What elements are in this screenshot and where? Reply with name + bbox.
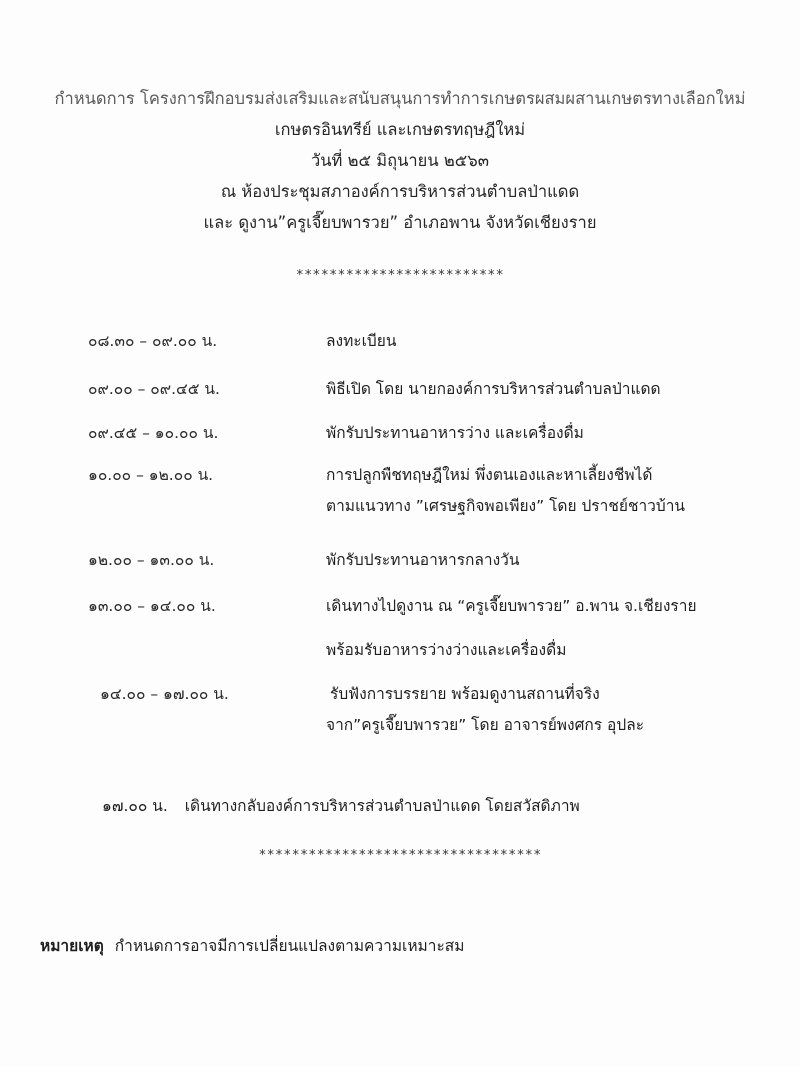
schedule-time: ๐๘.๓๐ – ๐๙.๐๐ น. — [88, 332, 218, 350]
header-venue: ณ ห้องประชุมสภาองค์การบริหารส่วนตำบลป่าแดด — [220, 182, 580, 201]
schedule-desc: พักรับประทานอาหารกลางวัน — [326, 551, 520, 569]
header-site-visit: และ ดูงาน”ครูเจี๊ยบพารวย” อำเภอพาน จังหวัดเชียงราย — [203, 213, 597, 232]
header-title: กำหนดการ โครงการฝึกอบรมส่งเสริมและสนับสนุนการทำการเกษตรผสมผสานเกษตรทางเลือกใหม่ — [54, 89, 746, 108]
closing-text: เดินทางกลับองค์การบริหารส่วนตำบลป่าแดด โดยสวัสดิภาพ — [184, 797, 580, 815]
divider-top: ************************* — [295, 268, 505, 283]
schedule-desc: พิธีเปิด โดย นายกองค์การบริหารส่วนตำบลป่าแดด — [326, 380, 661, 398]
schedule-desc-continued: พร้อมรับอาหารว่างว่างและเครื่องดื่ม — [326, 641, 567, 659]
schedule-desc: เดินทางไปดูงาน ณ “ครูเจี๊ยบพารวย” อ.พาน จ.เชียงราย — [326, 597, 697, 615]
schedule-time: ๐๙.๐๐ – ๐๙.๔๕ น. — [88, 380, 220, 398]
schedule-desc: ลงทะเบียน — [326, 332, 397, 350]
closing-time: ๑๗.๐๐ น. — [102, 797, 168, 815]
document-header — [0, 83, 800, 238]
schedule-time: ๐๙.๔๕ – ๑๐.๐๐ น. — [88, 424, 219, 442]
schedule-time: ๑๓.๐๐ – ๑๔.๐๐ น. — [88, 597, 216, 615]
schedule-desc: การปลูกพืชทฤษฎีใหม่ พึ่งตนเองและหาเลี้ยงชีพได้ — [326, 466, 653, 484]
schedule-desc: รับฟังการบรรยาย พร้อมดูงานสถานที่จริง — [330, 685, 600, 703]
remark-label: หมายเหตุ — [40, 937, 104, 955]
divider-bottom: ********************************** — [258, 848, 542, 863]
header-date: วันที่ ๒๕ มิถุนายน ๒๕๖๓ — [311, 151, 489, 170]
schedule-time: ๑๒.๐๐ – ๑๓.๐๐ น. — [88, 551, 215, 569]
remark — [40, 933, 464, 958]
schedule-desc-continued: จาก”ครูเจี๊ยบพารวย” โดย อาจารย์พงศกร อุปละ — [326, 716, 645, 734]
remark-text: กำหนดการอาจมีการเปลี่ยนแปลงตามความเหมาะสม — [114, 937, 465, 955]
closing-line — [102, 793, 580, 818]
schedule-desc: พักรับประทานอาหารว่าง และเครื่องดื่ม — [326, 424, 584, 442]
schedule-desc-continued: ตามแนวทาง ”เศรษฐกิจพอเพียง” โดย ปราชย์ชาวบ้าน — [326, 497, 686, 515]
schedule-time: ๑๐.๐๐ – ๑๒.๐๐ น. — [88, 466, 214, 484]
schedule-time: ๑๔.๐๐ – ๑๗.๐๐ น. — [100, 685, 229, 703]
header-subtitle: เกษตรอินทรีย์ และเกษตรทฤษฎีใหม่ — [274, 120, 526, 139]
